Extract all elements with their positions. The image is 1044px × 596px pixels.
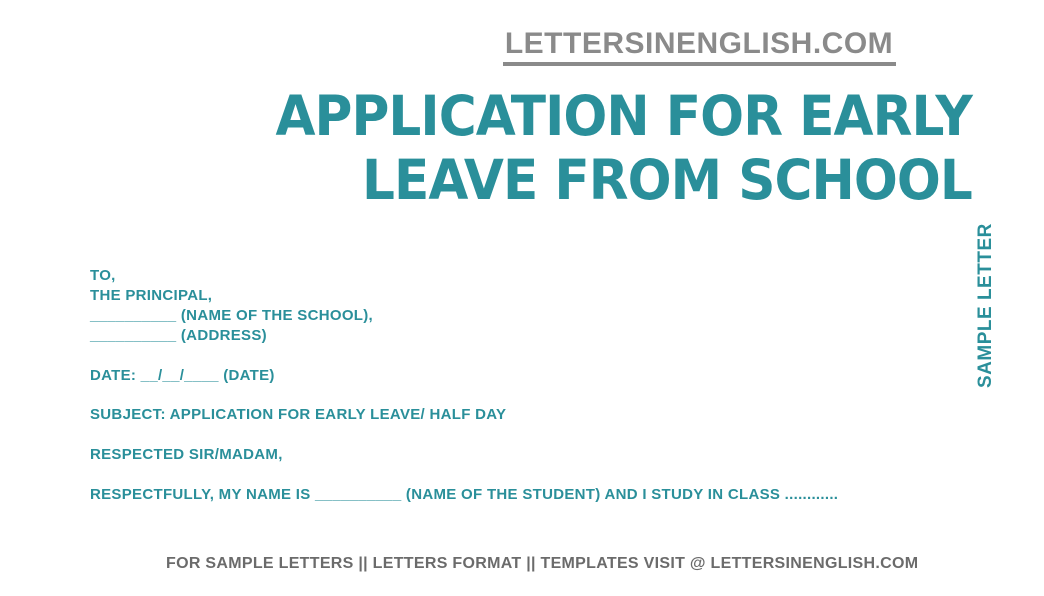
letter-salutation: RESPECTED SIR/MADAM, [90, 446, 283, 463]
page-title-line-1: APPLICATION FOR EARLY [275, 84, 972, 148]
site-name: LETTERSINENGLISH.COM [504, 27, 894, 60]
letter-subject-line: SUBJECT: APPLICATION FOR EARLY LEAVE/ HALF DAY [90, 406, 507, 423]
letter-school-name-line: __________ (NAME OF THE SCHOOL), [90, 307, 374, 324]
sample-letter-side-label: SAMPLE LETTER [975, 223, 996, 388]
letter-recipient: THE PRINCIPAL, [90, 287, 213, 304]
footer-text: FOR SAMPLE LETTERS || LETTERS FORMAT || TEMPLATES VISIT @ LETTERSINENGLISH.COM [166, 555, 919, 572]
letter-date-line: DATE: __/__/____ (DATE) [90, 367, 275, 384]
letter-address-line: __________ (ADDRESS) [90, 327, 267, 344]
page-title-line-2: LEAVE FROM SCHOOL [362, 148, 973, 212]
letter-to: TO, [90, 267, 116, 284]
page-title [231, 84, 972, 212]
site-name-underline [503, 62, 896, 66]
letter-body-opening: RESPECTFULLY, MY NAME IS __________ (NAME OF THE STUDENT) AND I STUDY IN CLASS ............ [90, 486, 839, 503]
